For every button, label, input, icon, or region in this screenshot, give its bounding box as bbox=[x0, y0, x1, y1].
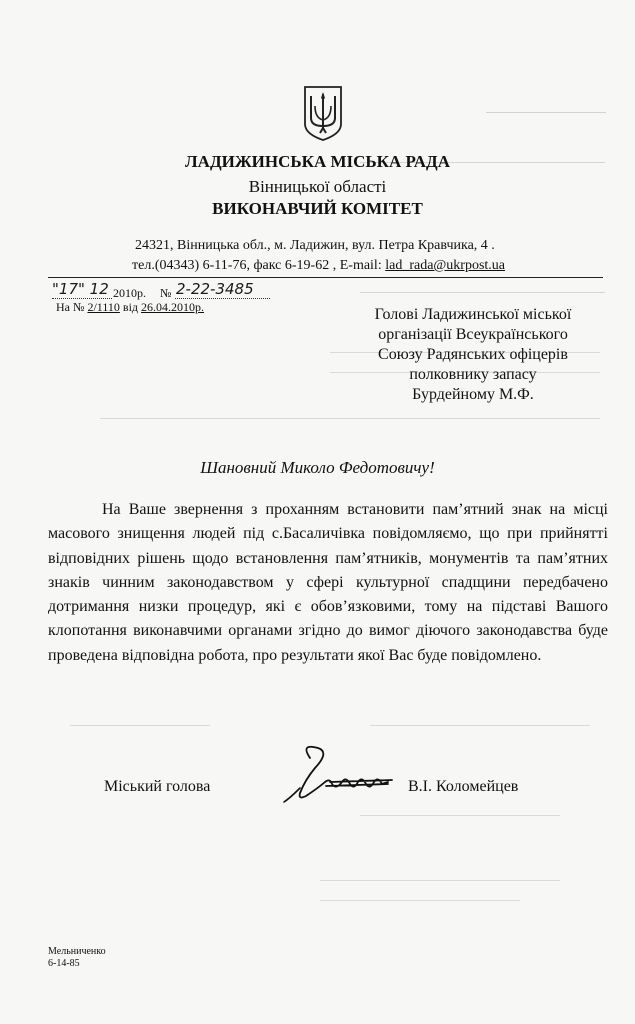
letter-body: На Ваше звернення з проханням встановити пам’ятний знак на місці масового знищення людей під с.Басаличівка повідомляємо, що при прийнятті відповідних рішень щодо встановлення пам’ятників, монументів та пам’ятних знаків чинним законодавством у сфері культурної спадщини передбачено дотримання низки процедур, які є обов’язковими, тому на підставі Вашого клопотання виконавчими органами згідно до вимог діючого законодавства буде проведена відповідна робота, про результати якої Вас буде повідомлено. bbox=[48, 501, 608, 664]
in-reply-prefix: На № bbox=[56, 300, 85, 314]
signatory-title: Міський голова bbox=[104, 778, 211, 795]
number-underline bbox=[175, 298, 270, 299]
recipient-line: організації Всеукраїнського bbox=[378, 326, 568, 343]
outgoing-number-handwritten: 2-22-3485 bbox=[176, 280, 254, 298]
recipient-line: Союзу Радянських офіцерів bbox=[378, 346, 568, 363]
recipient-line: полковнику запасу bbox=[409, 366, 537, 383]
recipient-line: Бурдейному М.Ф. bbox=[412, 386, 534, 403]
recipient-line: Голові Ладижинської міської bbox=[374, 306, 572, 323]
number-label: № bbox=[160, 286, 172, 300]
committee-name: ВИКОНАВЧИЙ КОМІТЕТ bbox=[212, 199, 423, 218]
coat-of-arms-emblem bbox=[302, 84, 344, 142]
in-reply-reference bbox=[56, 300, 204, 315]
address-line: 24321, Вінницька обл., м. Ладижин, вул. Петра Кравчика, 4 . bbox=[135, 238, 495, 253]
header-divider bbox=[48, 277, 603, 278]
outgoing-date-handwritten: "17" 12 bbox=[52, 280, 109, 298]
in-reply-number: 2/1110 bbox=[87, 300, 120, 314]
salutation: Шановний Миколо Федотовичу! bbox=[200, 458, 435, 477]
region-name: Вінницької області bbox=[248, 177, 387, 196]
council-name: ЛАДИЖИНСЬКА МІСЬКА РАДА bbox=[185, 152, 450, 171]
recipient-block bbox=[348, 305, 598, 405]
contact-line bbox=[132, 258, 505, 274]
email-link[interactable]: lad_rada@ukrpost.ua bbox=[385, 258, 506, 273]
contact-prefix: тел.(04343) 6-11-76, факс 6-19-62 , E-mail: bbox=[132, 258, 386, 273]
from-label: від bbox=[122, 300, 139, 314]
outgoing-year: 2010р. bbox=[113, 286, 146, 300]
executor-phone: 6-14-85 bbox=[48, 958, 80, 969]
in-reply-date: 26.04.2010р. bbox=[141, 300, 205, 314]
executor-name: Мельниченко bbox=[48, 946, 106, 957]
handwritten-signature bbox=[270, 738, 420, 808]
date-underline bbox=[52, 298, 112, 299]
signatory-name: В.І. Коломейцев bbox=[408, 778, 519, 795]
